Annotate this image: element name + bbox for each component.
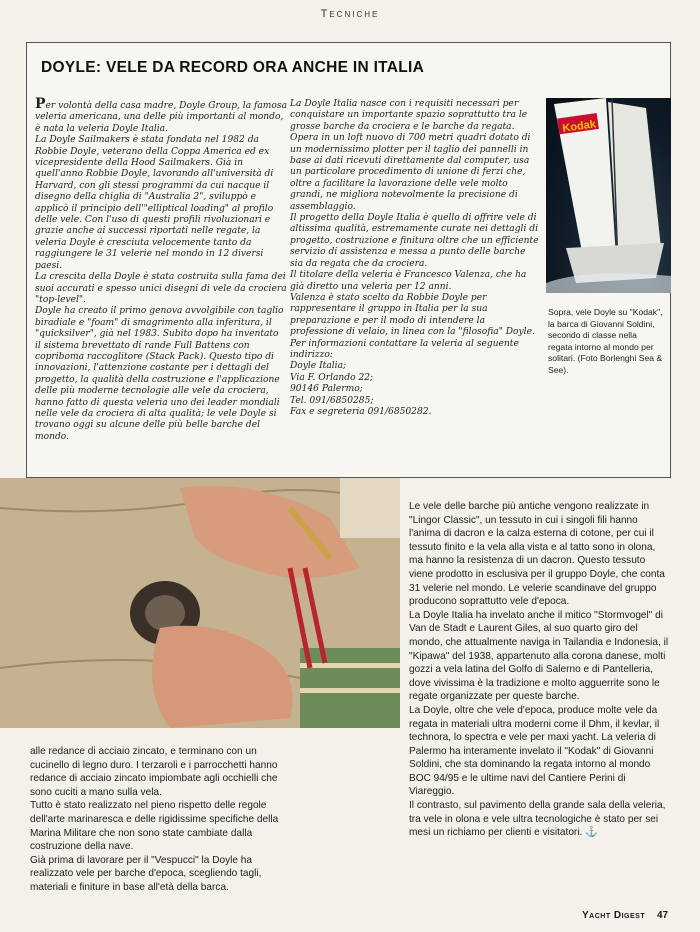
sail-logo-text: Kodak bbox=[561, 118, 597, 135]
article-column-1 bbox=[35, 96, 287, 443]
article-paragraph: La crescita della Doyle è stata costruita sulla fama dei suoi accurati e spesso unici disegni di vele da crociera "top-level". bbox=[35, 272, 287, 305]
bottom-left-column bbox=[30, 745, 290, 895]
body-paragraph: Le vele delle barche più antiche vengono realizzate in "Lingor Classic", un tessuto in cui i singoli fili hanno l'anima di dacron e la calza esterna di cotone, per cui il tessuto finito e la vela alla vista e al tatto sono in olona, ma hanno la resistenza di un dacron. Questo tessuto viene prodotto in esclusiva per il gruppo Doyle, che conta 31 velerie nel mondo. Le velerie scandinave del gruppo producono soprattutto vele d'epoca. bbox=[409, 501, 665, 608]
body-paragraph: Il contrasto, sul pavimento della grande sala della veleria, tra vele in olona e vele ultra tecnologiche è stato per sei mesi un richiamo per clienti e visitatori. ⚓ bbox=[409, 800, 666, 839]
article-box bbox=[26, 42, 671, 478]
contact-line: 90146 Palermo; bbox=[290, 384, 363, 395]
photo-caption: Sopra, vele Doyle su "Kodak", la barca di Giovanni Soldini, secondo di classe nella regata intorno al mondo per solitari. (Foto Borlenghi Sea & See). bbox=[548, 307, 663, 375]
body-paragraph: La Doyle Italia ha invelato anche il mitico "Stormvogel" di Van de Stadt e Laurent Giles, al suo quarto giro del mondo, che attualmente naviga in Tailandia e Indonesia, il "Kipawa" del 1938, appartenuto alla corona danese, molti gozzi a vela latina del Golfo di Salerno e di Pantelleria, dove vivissima è la tradizione e molto agguerrite sono le regate organizzate per queste barche. bbox=[409, 609, 669, 703]
article-paragraph: Doyle ha creato il primo genova avvolgibile con taglio biradiale e "foam" di smagrimento alla inferitura, il "quicksilver", già nel 1983. Subito dopo ha inventato il sistema brevettato di rande Full Battens con copriboma raccoglitore (Stack Pack). Questo tipo di innovazioni, l'attenzione costante per i dettagli del progetto, la qualità della costruzione e l'applicazione delle più moderne tecnologie alle vele da crociera, hanno fatto di questa veleria uno dei leader mondiali nelle vele da crociera di alta qualità; le vele Doyle si trovano oggi su alcune delle più belle barche del mondo. bbox=[35, 306, 284, 442]
contact-line: Via F. Orlando 22; bbox=[290, 372, 374, 383]
body-paragraph: Già prima di lavorare per il "Vespucci" la Doyle ha realizzato vele per barche d'epoca, scegliendo tagli, materiali e finiture in base all'età della barca. bbox=[30, 854, 262, 893]
contact-line: Tel. 091/6850285; bbox=[290, 395, 374, 406]
body-paragraph: alle redance di acciaio zincato, e terminano con un cucinello di legno duro. I terzaroli e i parrocchetti hanno redance di acciaio zincato impiombate agli occhielli che sono cuciti a mano sulla vela. bbox=[30, 746, 278, 798]
article-paragraph: Il progetto della Doyle Italia è quello di offrire vele di altissima qualità, estremamente curate nei dettagli di progetto, costruzione e finitura oltre che un efficiente servizio di assistenza e messa a punto delle barche sia da regata che da crociera. bbox=[290, 213, 539, 269]
body-paragraph: La Doyle, oltre che vele d'epoca, produce molte vele da regata in materiali ultra moderni come il Dhm, il kevlar, il technora, lo spectra e vele per maxi yacht. La veleria di Palermo ha interamente invelato il "Kodak" di Giovanni Soldini, che sta dominando la regata intorno al mondo BOC 94/95 e le ultime navi del Cantiere Perini di Viareggio. bbox=[409, 704, 660, 798]
article-title: DOYLE: VELE DA RECORD ORA ANCHE IN ITALIA bbox=[41, 59, 425, 76]
magazine-name: Yacht Digest bbox=[582, 910, 646, 921]
article-paragraph: La Doyle Sailmakers è stata fondata nel 1982 da Robbie Doyle, veterano della Coppa America ed ex vicepresidente della Hood Sailmakers. Già in quell'anno Robbie Doyle, lavorando all'università di Harvard, con gli stessi programmi da cui nacque il disegno della chiglia di "Australia 2", sviluppò e applicò il principio dell'"elliptical loading" al profilo delle vele. Con l'uso di questi profili rivoluzionari e grazie anche ai successi riportati nelle regate, la veleria Doyle è cresciuta velocemente tanto da raggiungere le 31 velerie nel mondo in 12 diversi paesi. bbox=[35, 135, 274, 271]
sailboat-photo bbox=[546, 98, 671, 293]
right-column bbox=[409, 500, 671, 840]
article-column-2 bbox=[290, 99, 540, 418]
body-paragraph: Tutto è stato realizzato nel pieno rispetto delle regole dell'arte marinaresca e delle rigidissime specifiche della Marina Militare che non sono state cambiate dalla costruzione della nave. bbox=[30, 800, 279, 853]
article-paragraph: Valenza è stato scelto da Robbie Doyle per rappresentare il gruppo in Italia per la sua preparazione e per il modo di intendere la professione di velaio, in linea con la "filosofia" Doyle. bbox=[290, 292, 535, 338]
page-number: 47 bbox=[657, 910, 669, 921]
article-paragraph: Il titolare della veleria è Francesco Valenza, che ha già diretto una veleria per 12 anni. bbox=[290, 270, 527, 292]
article-paragraph: Per informazioni contattare la veleria al seguente indirizzo: bbox=[290, 338, 519, 360]
article-paragraph: La Doyle Italia nasce con i requisiti necessari per conquistare un importante spazio soprattutto tra le grosse barche da crociera e le barche da regata. Opera in un loft nuovo di 700 metri quadri dotato di un modernissimo plotter per il taglio dei pannelli in base ai dati ricevuti direttamente dal computer, usa un particolare procedimento di unione di ferzi che, oltre a facilitare la lavorazione delle vele molto grandi, ne migliora notevolmente la precisione di assemblaggio. bbox=[290, 99, 531, 212]
contact-line: Fax e segreteria 091/6850282. bbox=[290, 406, 432, 417]
intro-paragraph: Per volontà della casa madre, Doyle Group, la famosa veleria americana, una delle più importanti al mondo, è nata la veleria Doyle Italia. bbox=[35, 96, 287, 134]
sailmaker-hands-photo bbox=[0, 478, 400, 728]
dropcap: P bbox=[35, 96, 46, 112]
section-header: Tecniche bbox=[320, 8, 380, 20]
contact-line: Doyle Italia; bbox=[290, 361, 347, 372]
